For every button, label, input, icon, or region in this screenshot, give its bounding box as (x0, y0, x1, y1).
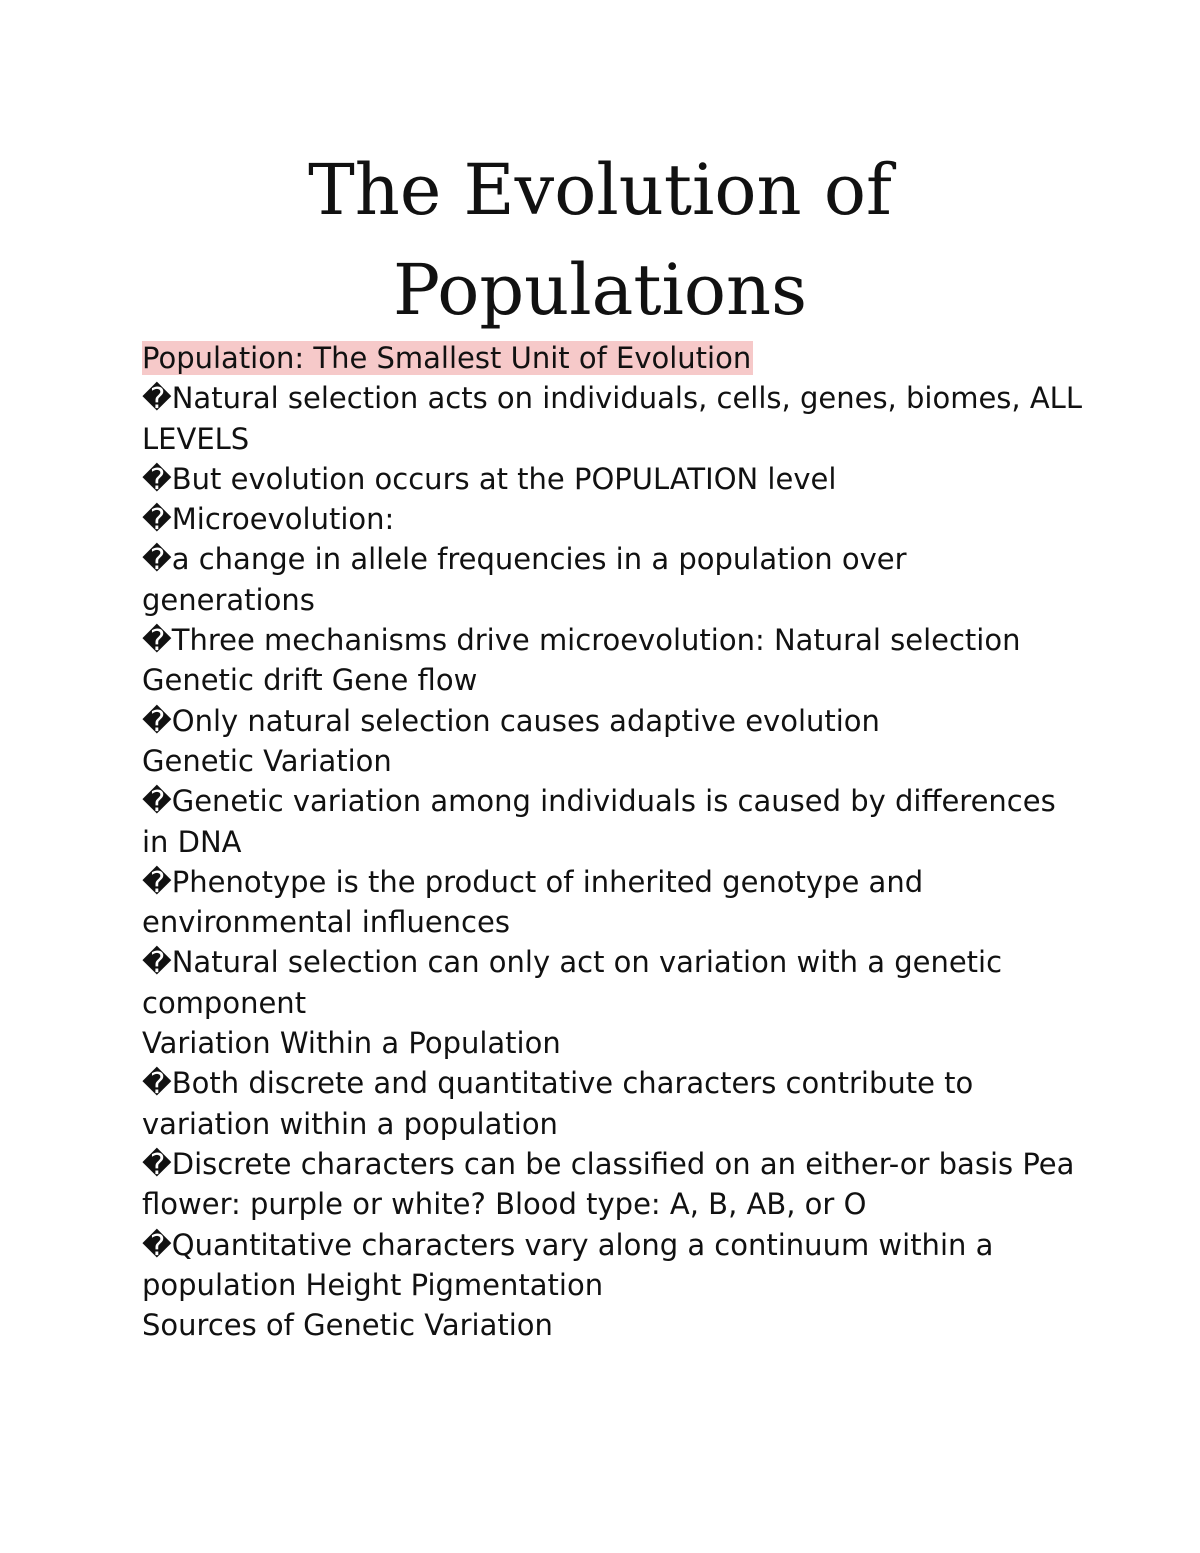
paragraph-line: �Quantitative characters vary along a continuum within a population Height Pigmentation (142, 1227, 994, 1302)
paragraph-line: �Natural selection acts on individuals, cells, genes, biomes, ALL LEVELS (142, 381, 1082, 456)
paragraph-line: �Natural selection can only act on variation with a genetic component (142, 945, 1003, 1020)
paragraph-line: �But evolution occurs at the POPULATION level (142, 461, 837, 496)
section-heading (142, 338, 1082, 378)
paragraph-line: �Phenotype is the product of inherited genotype and environmental influences (142, 864, 924, 940)
highlighted-heading: Population: The Smallest Unit of Evolution (142, 341, 752, 375)
paragraph-line: �Three mechanisms drive microevolution: Natural selection Genetic drift Gene flow (142, 623, 1021, 698)
paragraph-line: �Genetic variation among individuals is caused by differences in DNA (142, 784, 1056, 859)
document-body (142, 338, 1082, 1345)
paragraph-line: �Both discrete and quantitative characters contribute to variation within a population (142, 1066, 974, 1141)
section-heading: Genetic Variation (142, 743, 392, 778)
paragraph-line: �a change in allele frequencies in a population over generations (142, 542, 907, 617)
section-heading: Variation Within a Population (142, 1026, 561, 1061)
title-line-2: Populations (392, 249, 808, 331)
page-title (0, 140, 1200, 340)
section-heading: Sources of Genetic Variation (142, 1308, 553, 1343)
paragraph-line: �Discrete characters can be classified on an either-or basis Pea flower: purple or white? Blood type: A, B, AB, or O (142, 1146, 1075, 1222)
paragraph-line: �Only natural selection causes adaptive evolution (142, 703, 880, 738)
paragraph-line: �Microevolution: (142, 502, 395, 537)
title-line-1: The Evolution of (308, 149, 892, 231)
